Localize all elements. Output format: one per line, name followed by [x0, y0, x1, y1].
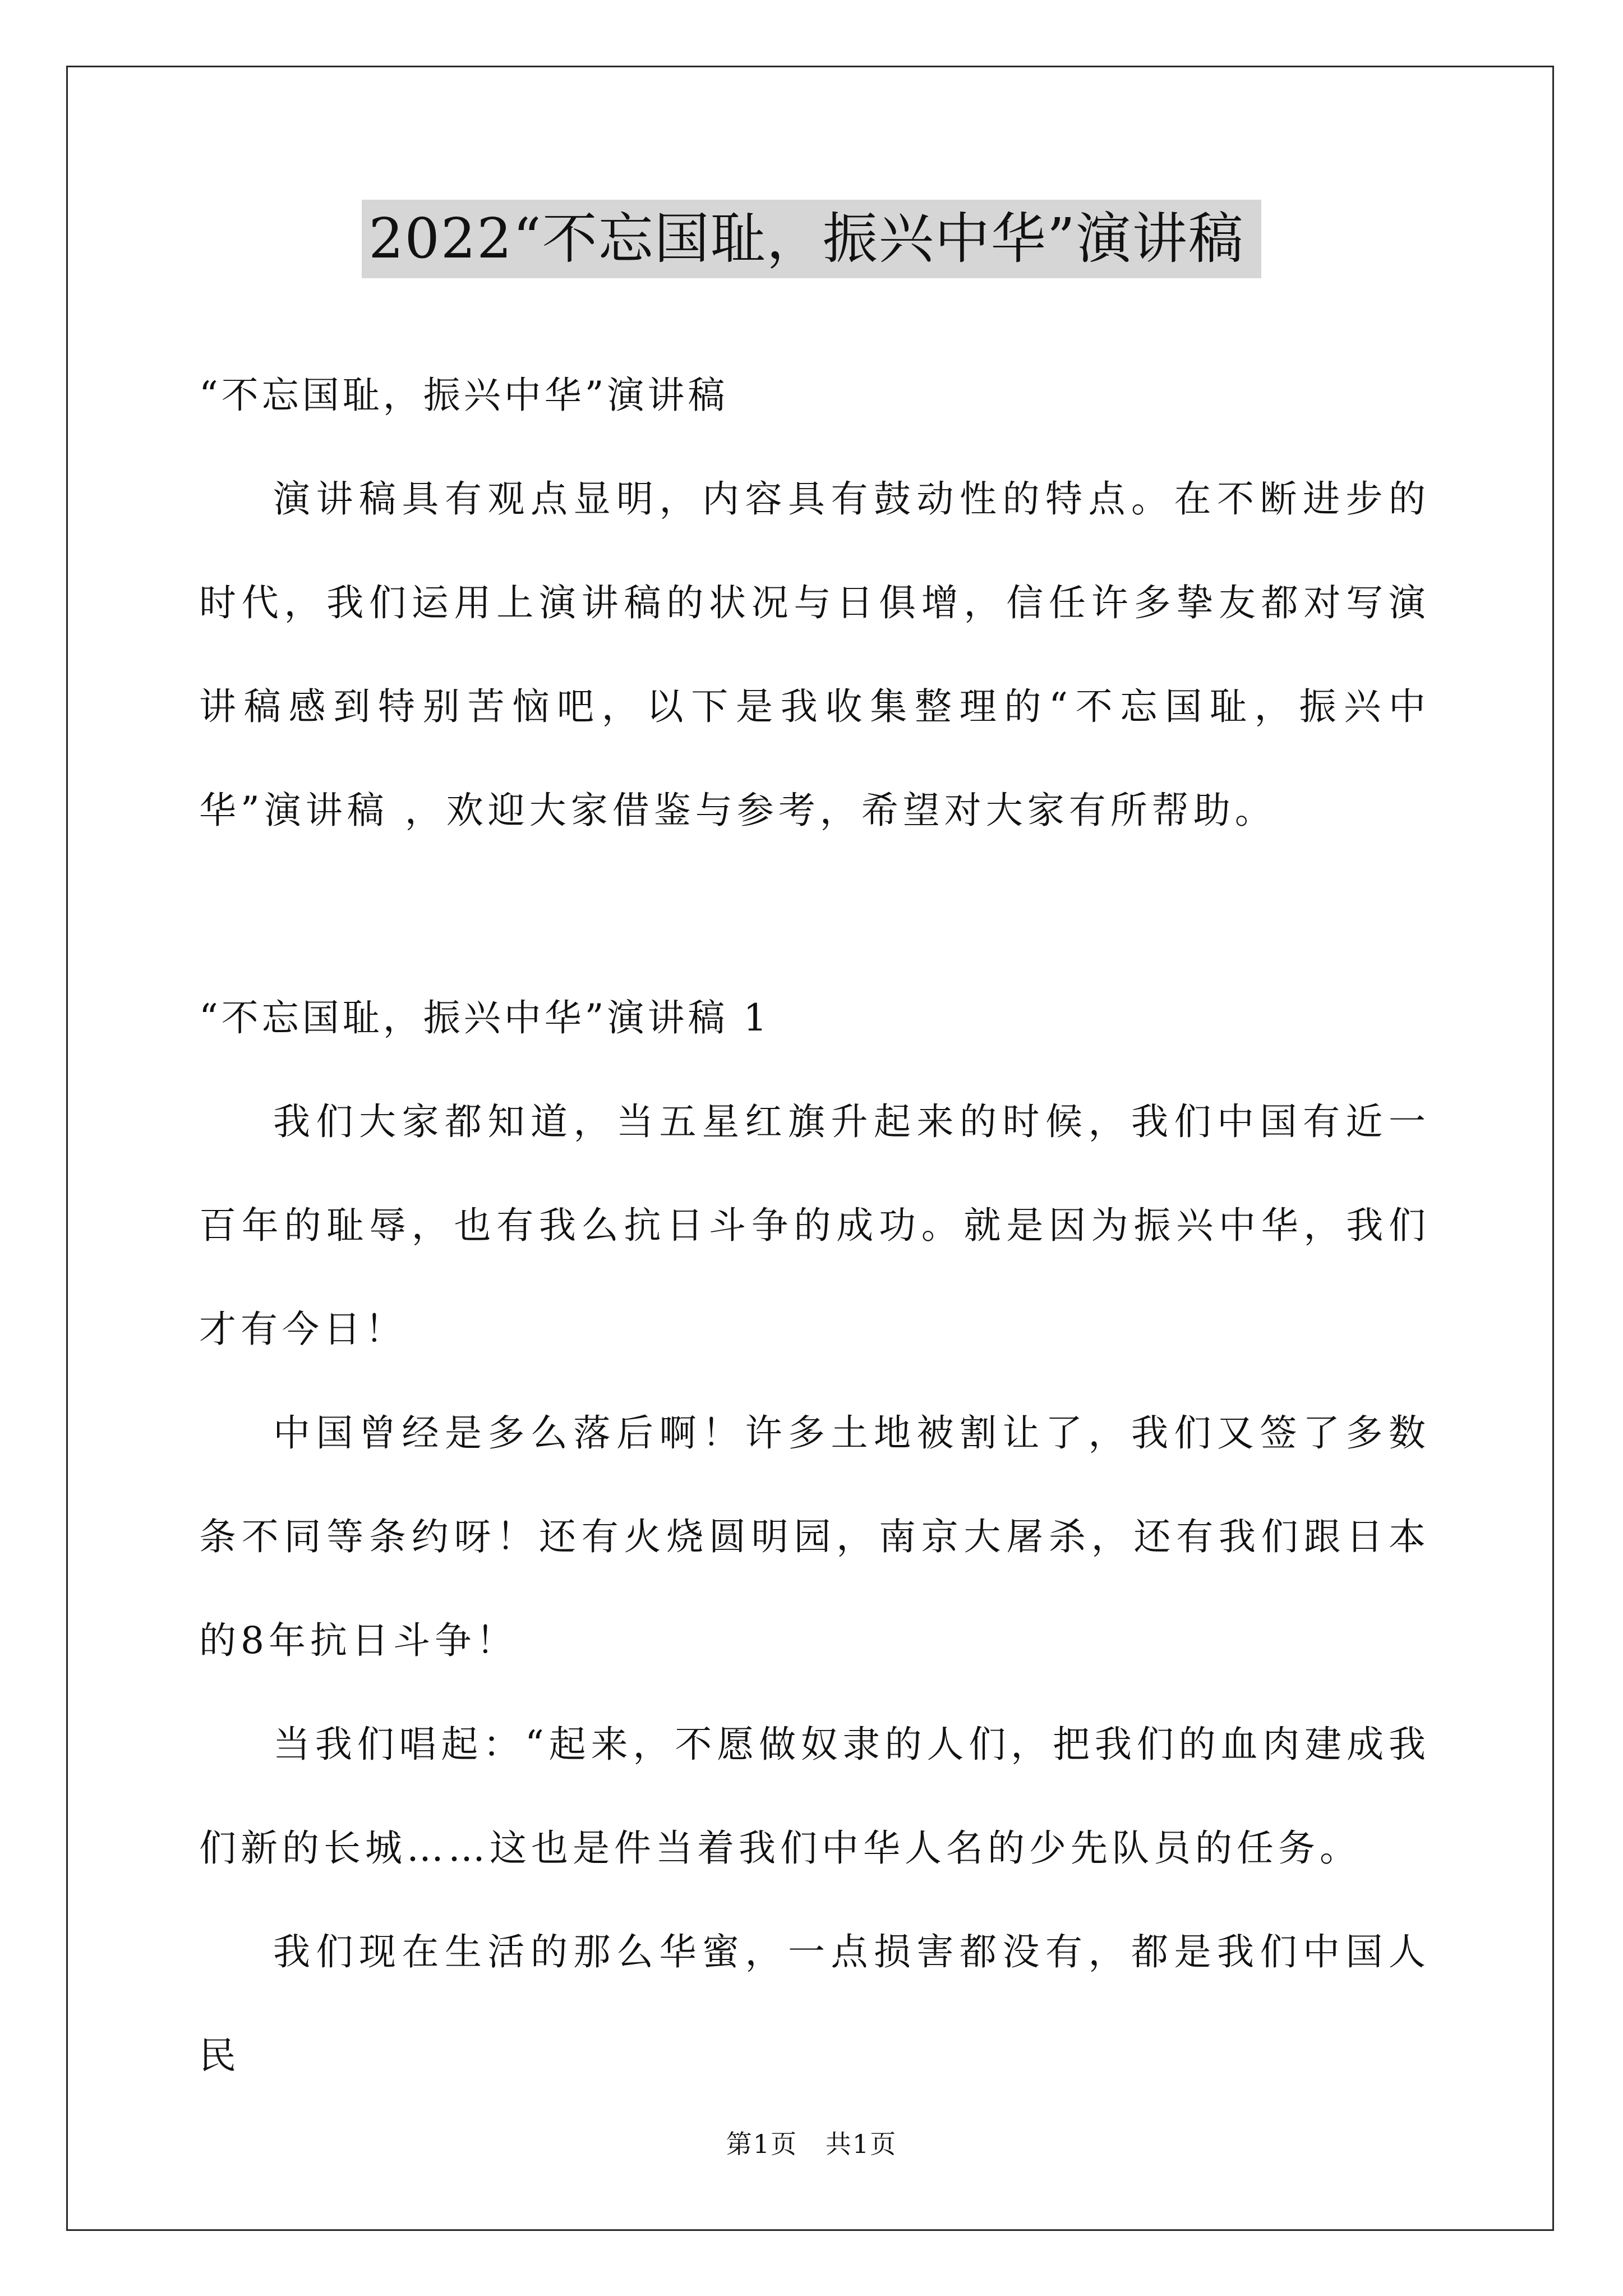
document-subtitle: “不忘国耻，振兴中华”演讲稿 — [199, 374, 728, 417]
document-title: 2022“不忘国耻，振兴中华”演讲稿 — [362, 200, 1261, 278]
intro-paragraph: 演讲稿具有观点显明，内容具有鼓动性的特点。在不断进步的时代，我们运用上演讲稿的状况与日俱增，信任许多挚友都对写演讲稿感到特别苦恼吧，以下是我收集整理的“不忘国耻，振兴中华”演讲稿 ，欢迎大家借鉴与参考，希望对大家有所帮助。 — [199, 477, 1430, 832]
body-paragraph: 我们大家都知道，当五星红旗升起来的时候，我们中国有近一百年的耻辱，也有我么抗日斗争的成功。就是因为振兴中华，我们才有今日！ — [199, 1100, 1430, 1351]
document-body — [199, 343, 1430, 2108]
title-container — [0, 200, 1623, 278]
body-paragraph: 当我们唱起：“起来，不愿做奴隶的人们，把我们的血肉建成我们新的长城……这也是件当着我们中华人名的少先队员的任务。 — [199, 1723, 1430, 1870]
page-number: 第1页 共1页 — [726, 2129, 897, 2159]
body-paragraph: 我们现在生活的那么华蜜，一点损害都没有，都是我们中国人民 — [199, 1930, 1430, 2077]
body-paragraph: 中国曾经是多么落后啊！许多土地被割让了，我们又签了多数条不同等条约呀！还有火烧圆明园，南京大屠杀，还有我们跟日本的8年抗日斗争！ — [199, 1411, 1430, 1662]
section-heading: “不忘国耻，振兴中华”演讲稿 1 — [199, 996, 771, 1039]
section-spacer — [199, 862, 1430, 966]
